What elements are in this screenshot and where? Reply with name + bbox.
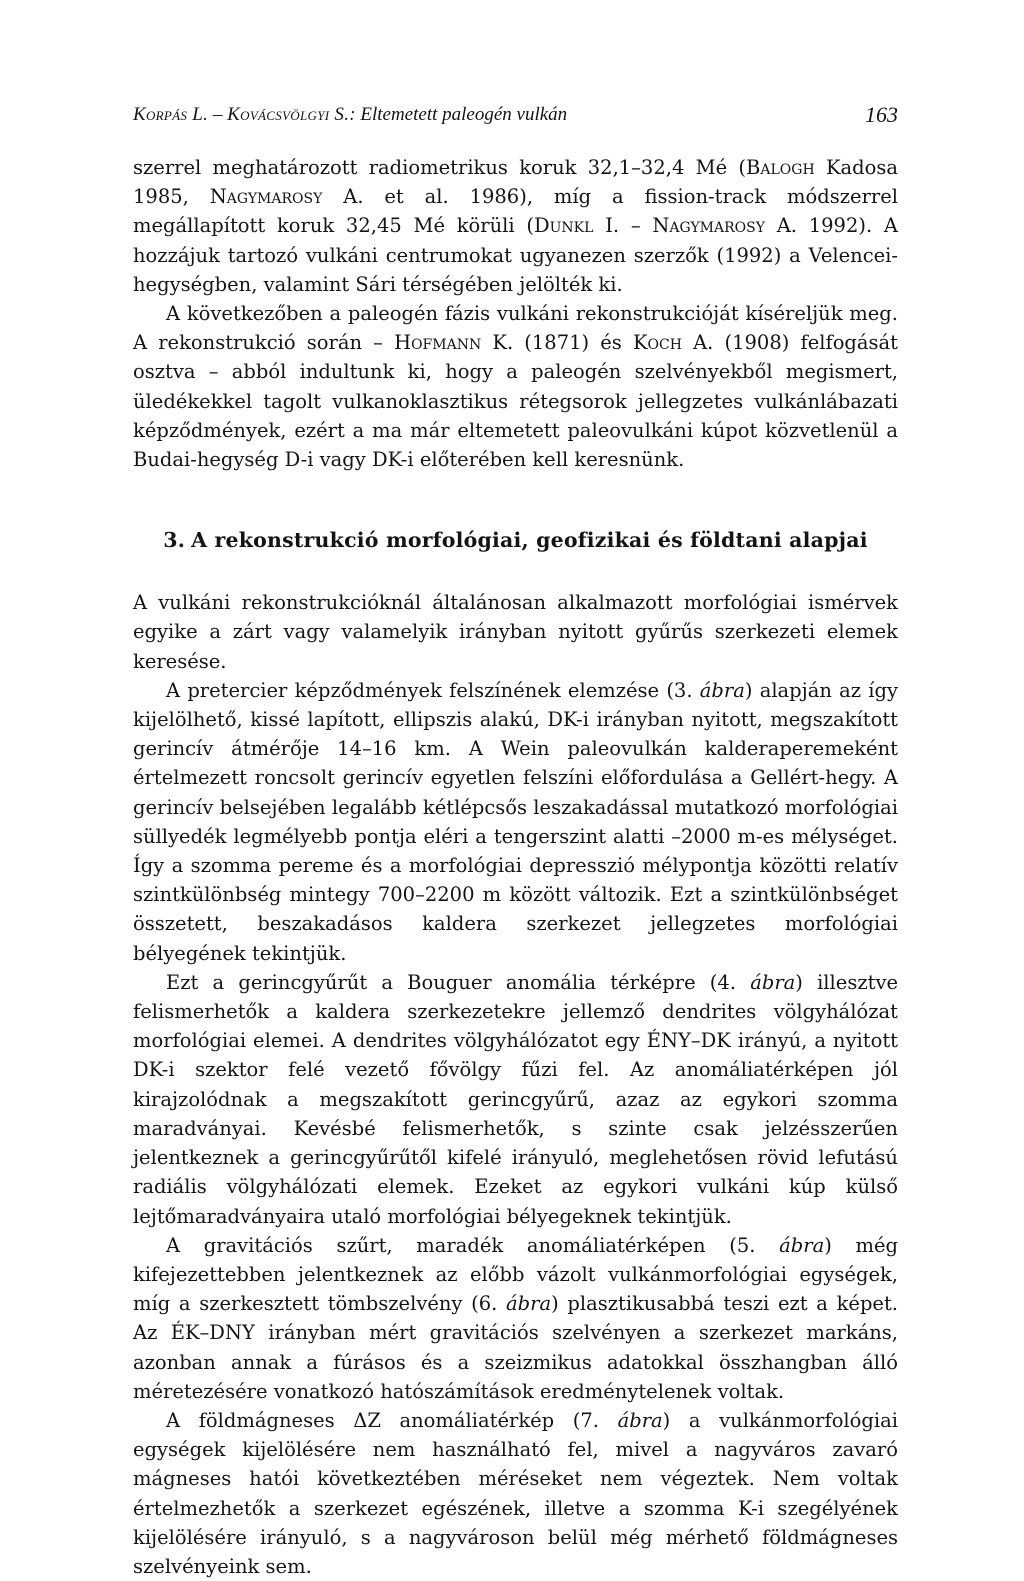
text-run: ) a vulkánmorfológiai egységek kijelölésére nem használható fel, mivel a nagyváros zavaró mágneses hatói következtében méréseket nem végeztek. Nem voltak értelmezhetők a szerkezet egészének, illetve a szomma K-i szegélyének kijelölésére irányuló, s a nagyvároson belül még mérhető földmágneses szelvényeink sem. <box>133 1408 898 1578</box>
paragraph-5 <box>133 968 898 1231</box>
author-name: Hofmann <box>394 331 482 355</box>
author-name: Nagymarosy <box>209 185 323 209</box>
page-number: 163 <box>865 102 898 127</box>
text-run: ) még kifejezettebben jelentkeznek az előbb vázolt vulkánmorfológiai egységek, míg a szerkesztett tömbszelvény (6. <box>133 1233 898 1316</box>
text-run: A vulkáni rekonstrukcióknál általánosan alkalmazott morfológiai ismérvek egyike a zárt vagy valamelyik irányban nyitott gyűrűs szerkezeti elemek keresése. <box>133 591 898 673</box>
body-text <box>133 153 898 1581</box>
running-head-title: Eltemetett paleogén vulkán <box>360 104 568 125</box>
page <box>133 95 898 1581</box>
author-name: Koch <box>632 331 682 355</box>
paragraph-1 <box>133 153 898 299</box>
figure-ref: ábra <box>617 1408 663 1432</box>
text-run: A. et al. 1986), míg a fission-track módszerrel megállapított koruk 32,45 Mé körüli ( <box>133 185 898 238</box>
section-number: 3. <box>163 528 186 553</box>
figure-ref: ábra <box>779 1233 825 1257</box>
author-name: Nagymarosy <box>652 214 765 238</box>
figure-ref: ábra <box>506 1292 552 1316</box>
text-run: ) illesztve felismerhetők a kaldera szerkezetekre jellemző dendrites völgyhálózat morfológiai elemei. A dendrites völgyhálózatot egy ÉNY–DK irányú, a nyitott DK-i szektor felé vezető fővölgy fűzi fel. Az anomáliatérképen jól kirajzolódnak a megszakított gerincgyűrű, azaz az egykori szomma maradványai. Kevésbé felismerhetők, s szinte csak jelzésszerűen jelentkeznek a gerincgyűrűtől kifelé irányuló, meglehetősen rövid lefutású radiális völgyhálózati elemek. Ezeket az egykori vulkáni kúp külső lejtőmaradványaira utaló morfológiai bélyegeknek tekintjük. <box>133 970 898 1228</box>
running-head-author2: Kovácsvölgyi S. <box>227 104 350 125</box>
paragraph-6 <box>133 1231 898 1406</box>
running-head <box>133 95 898 135</box>
running-head-author1: Korpás L. <box>133 104 209 125</box>
text-run: A. 1992). A hozzájuk tartozó vulkáni centrumokat ugyanezen szerzők (1992) a Velencei-hegységben, valamint Sári térségében jelölték ki. <box>133 214 898 296</box>
paragraph-7 <box>133 1406 898 1581</box>
figure-ref: ábra <box>750 970 796 994</box>
text-run: A földmágneses ΔZ anomáliatérkép (7. <box>166 1408 618 1432</box>
text-run: Kadosa 1985, <box>133 156 898 209</box>
text-run: A pretercier képződmények felszínének elemzése (3. <box>166 678 700 702</box>
text-run: ) alapján az így kijelölhető, kissé lapított, ellipszis alakú, DK-i irányban nyitott, megszakított gerincív átmérője 14–16 km. A Wein paleovulkán kalderaperemeként értelmezett roncsolt gerincív egyetlen felszíni előfordulása a Gellért-hegy. A gerincív belsejében legalább kétlépcsős leszakadással mutatkozó morfológiai süllyedék legmélyebb pontja eléri a tengerszint alatti –2000 m-es mélységet. Így a szomma pereme és a morfológiai depresszió mélypontja közötti relatív szintkülönbség mintegy 700–2200 m között változik. Ezt a szintkülönbséget összetett, beszakadásos kaldera szerkezet jellegzetes morfológiai bélyegének tekintjük. <box>133 678 898 965</box>
figure-ref: ábra <box>699 678 745 702</box>
text-run: A gravitációs szűrt, maradék anomáliatérképen (5. <box>166 1233 780 1257</box>
text-run: Ezt a gerincgyűrűt a Bouguer anomália térképre (4. <box>166 970 751 994</box>
running-head-dash: – <box>208 104 228 125</box>
text-run: I. – <box>593 214 653 238</box>
text-run: A. (1908) felfogását osztva – abból indultunk ki, hogy a paleogén szelvényekből megismert, üledékekkel tagolt vulkanoklasztikus rétegsorok jellegzetes vulkánlábazati képződmények, ezért a ma már eltemetett paleovulkáni kúpot közvetlenül a Budai-hegység D-i vagy DK-i előterében kell keresnünk. <box>133 331 899 472</box>
section-title: A rekonstrukció morfológiai, geofizikai és földtani alapjai <box>191 528 868 553</box>
text-run: K. (1871) és <box>481 331 633 355</box>
running-head-separator: : <box>349 104 361 125</box>
paragraph-4 <box>133 676 898 968</box>
text-run: ) plasztikusabbá teszi ezt a képet. Az ÉK–DNY irányban mért gravitációs szelvényen a szerkezet markáns, azonban annak a fúrásos és a szeizmikus adatokkal összhangban álló méretezésére vonatkozó hatószámítások eredménytelenek voltak. <box>133 1292 898 1403</box>
text-run: szerrel meghatározott radiometrikus koruk 32,1–32,4 Mé ( <box>133 156 747 179</box>
author-name: Balogh <box>746 156 815 179</box>
section-heading <box>133 525 898 555</box>
paragraph-3 <box>133 588 898 676</box>
text-run: A következőben a paleogén fázis vulkáni rekonstrukcióját kíséreljük meg. A rekonstrukció során – <box>133 302 898 355</box>
author-name: Dunkl <box>534 214 594 238</box>
paragraph-2 <box>133 299 898 474</box>
